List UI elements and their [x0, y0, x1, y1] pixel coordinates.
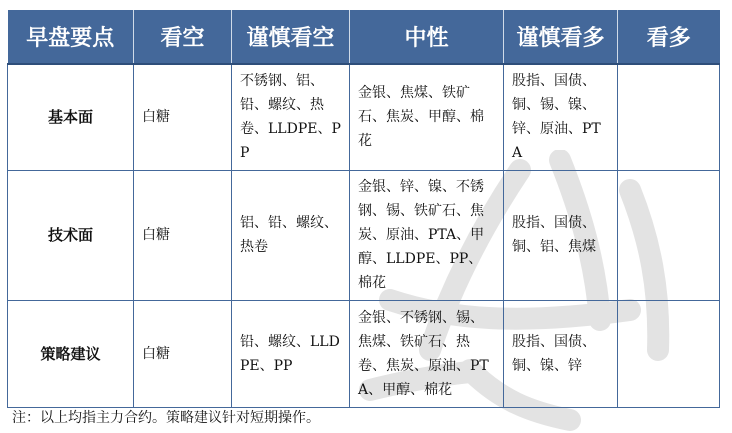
- cell-cautious-bullish: [504, 64, 618, 170]
- table-row-technical: [8, 170, 720, 300]
- cell-text: 金银、不锈钢、锡、焦煤、铁矿石、热卷、焦炭、原油、PTA、甲醇、棉花: [358, 309, 489, 398]
- cell-cautious-bearish: [232, 64, 350, 170]
- cell-text: 金银、焦煤、铁矿石、焦炭、甲醇、棉花: [358, 85, 484, 150]
- cell-text: 白糖: [142, 345, 170, 362]
- cell-text: 铅、螺纹、LLDPE、PP: [240, 333, 340, 374]
- cell-cautious-bearish: [232, 170, 350, 300]
- row-label: 基本面: [8, 64, 134, 170]
- cell-bearish: [134, 64, 232, 170]
- cell-text: 股指、国债、铜、镍、锌: [512, 333, 596, 374]
- cell-text: 金银、锌、镍、不锈钢、锡、铁矿石、焦炭、原油、PTA、甲醇、LLDPE、PP、棉花: [358, 179, 485, 291]
- cell-text: 白糖: [142, 227, 170, 243]
- cell-neutral: [350, 300, 504, 407]
- header-cautious-bullish: 谨慎看多: [504, 10, 618, 64]
- cell-bullish: [618, 300, 720, 407]
- row-label: 策略建议: [8, 300, 134, 407]
- cell-neutral: [350, 170, 504, 300]
- header-neutral: 中性: [350, 10, 504, 64]
- footnote: 注：以上均指主力合约。策略建议针对短期操作。: [12, 410, 320, 426]
- cell-cautious-bullish: [504, 300, 618, 407]
- table-header-row: [8, 10, 720, 64]
- cell-text: 不锈钢、铝、铅、螺纹、热卷、LLDPE、PP: [240, 73, 341, 162]
- header-bullish: 看多: [618, 10, 720, 64]
- row-label: 技术面: [8, 170, 134, 300]
- cell-cautious-bearish: [232, 300, 350, 407]
- cell-cautious-bullish: [504, 170, 618, 300]
- cell-bullish: [618, 170, 720, 300]
- strategy-table: [7, 10, 720, 408]
- header-overview: 早盘要点: [8, 10, 134, 64]
- cell-bullish: [618, 64, 720, 170]
- cell-bearish: [134, 300, 232, 407]
- cell-text: 铝、铅、螺纹、热卷: [240, 215, 338, 255]
- cell-text: 股指、国债、铜、铝、焦煤: [512, 215, 596, 255]
- header-bearish: 看空: [134, 10, 232, 64]
- cell-bearish: [134, 170, 232, 300]
- table-row-strategy: [8, 300, 720, 407]
- table-row-fundamental: [8, 64, 720, 170]
- cell-neutral: [350, 64, 504, 170]
- cell-text: 股指、国债、铜、锡、镍、锌、原油、PTA: [512, 73, 601, 162]
- cell-text: 白糖: [142, 109, 170, 126]
- header-cautious-bearish: 谨慎看空: [232, 10, 350, 64]
